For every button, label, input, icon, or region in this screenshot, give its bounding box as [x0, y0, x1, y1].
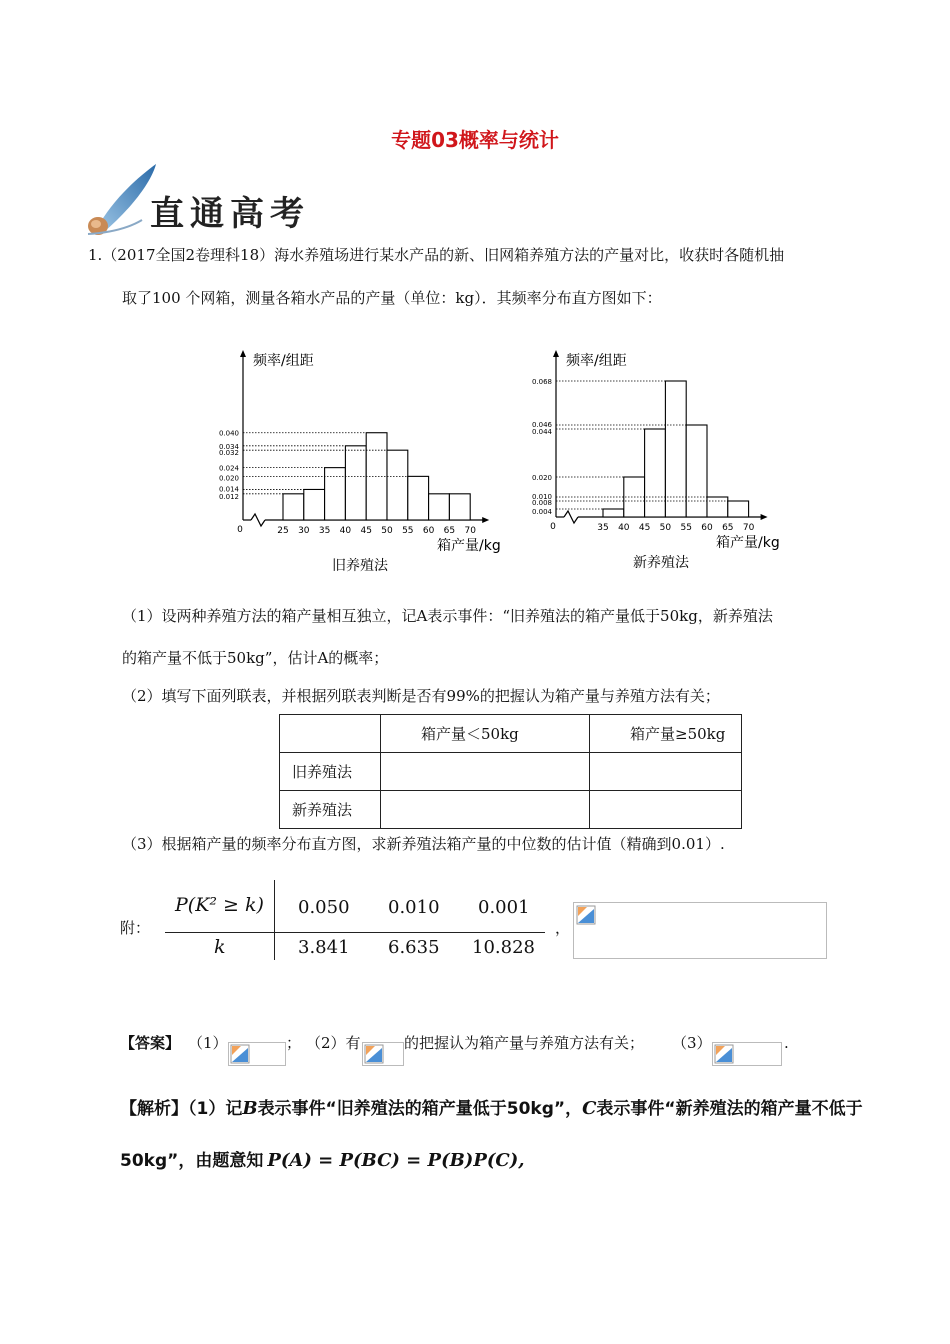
- x-axis-arrow: [761, 514, 768, 520]
- answer-end: .: [784, 1034, 789, 1052]
- table-cell: [381, 753, 590, 791]
- y-tick-label: 0.032: [218, 449, 239, 458]
- x-tick-label: 45: [360, 526, 372, 536]
- table-cell: [381, 791, 590, 829]
- histogram-bar: [283, 494, 304, 520]
- histogram-bar: [728, 501, 749, 517]
- table-cell: [280, 715, 381, 753]
- banner-text: 直通高考: [150, 194, 310, 234]
- x-tick-label: 30: [298, 526, 310, 536]
- axis-break: [564, 511, 578, 523]
- row-label: 旧养殖法: [280, 753, 381, 791]
- question-line-1: 1.（2017全国2卷理科18）海水养殖场进行某水产品的新、旧网箱养殖方法的产量对比，收获时各随机抽: [88, 246, 785, 264]
- event-c: C: [582, 1098, 597, 1119]
- part-3: （3）根据箱产量的频率分布直方图，求新养殖法箱产量的中位数的估计值（精确到0.01）.: [122, 835, 725, 853]
- broken-image-icon: [364, 1044, 384, 1064]
- histogram-bar: [408, 476, 429, 520]
- x-tick-label: 40: [618, 523, 630, 533]
- histogram-bar: [686, 425, 707, 517]
- x-tick-label: 35: [597, 523, 609, 533]
- part-2: （2）填写下面列联表，并根据列联表判断是否有99%的把握认为箱产量与养殖方法有关；: [122, 687, 720, 705]
- x-axis-arrow: [482, 517, 489, 523]
- x-axis-label: 箱产量/kg: [716, 535, 780, 551]
- histogram-bar: [603, 509, 624, 517]
- answer-3-image-placeholder: [712, 1042, 782, 1066]
- x-tick-label: 65: [722, 523, 734, 533]
- y-tick-label: 0.012: [218, 492, 239, 501]
- solution-text: （1）记: [188, 1099, 243, 1119]
- answer-sep: ；: [286, 1034, 302, 1052]
- event-b: B: [242, 1098, 258, 1119]
- comma: ，: [555, 919, 571, 937]
- table-cell: [590, 753, 742, 791]
- x-tick-label: 55: [402, 526, 414, 536]
- answer-part-3: （3）: [672, 1034, 712, 1052]
- histogram-bar: [645, 429, 666, 517]
- y-tick-label: 0.034: [218, 442, 239, 451]
- table-header: 箱产量＜50kg: [381, 715, 590, 753]
- appendix-value: 0.050: [298, 897, 350, 918]
- x-tick-label: 45: [638, 523, 651, 533]
- answer-part-1: （1）: [188, 1034, 228, 1052]
- histogram-bar: [304, 489, 325, 520]
- y-tick-label: 0.044: [531, 428, 552, 436]
- origin-label: 0: [550, 522, 556, 532]
- appendix-value: 3.841: [298, 937, 350, 958]
- x-tick-label: 70: [742, 523, 755, 533]
- part-1-line-2: 的箱产量不低于50kg”，估计A的概率；: [122, 649, 389, 667]
- histogram-bar: [345, 446, 366, 520]
- solution-value: 50kg: [120, 1151, 168, 1171]
- y-tick-label: 0.014: [218, 485, 239, 494]
- answer-2-image-placeholder: [362, 1042, 404, 1066]
- divider: [165, 932, 545, 933]
- solution-text: 表示事件“新养殖法的箱产量不低于: [596, 1099, 863, 1119]
- y-tick-label: 0.008: [531, 499, 552, 507]
- x-tick-label: 25: [277, 526, 289, 536]
- x-tick-label: 65: [443, 526, 456, 536]
- y-tick-label: 0.040: [218, 429, 239, 438]
- divider: [274, 880, 275, 960]
- solution-text: ”，由题意知: [167, 1151, 264, 1171]
- y-tick-label: 0.068: [531, 378, 552, 386]
- x-tick-label: 55: [680, 523, 692, 533]
- y-tick-label: 0.024: [218, 464, 239, 473]
- probability-header: P(K² ≥ k): [175, 894, 264, 916]
- histogram-bar: [429, 494, 450, 520]
- x-tick-label: 60: [701, 523, 713, 533]
- axis-break: [251, 514, 265, 526]
- appendix-value: 0.001: [478, 897, 530, 918]
- chart-title: 旧养殖法: [332, 558, 388, 574]
- x-tick-label: 70: [464, 526, 476, 536]
- formula-image-placeholder: [573, 902, 827, 959]
- x-axis-label: 箱产量/kg: [437, 538, 501, 554]
- histogram-bar: [387, 450, 408, 520]
- x-tick-label: 60: [422, 526, 435, 536]
- appendix-value: 0.010: [388, 897, 440, 918]
- solution-line-2: [120, 1146, 524, 1171]
- histogram-bar: [449, 494, 470, 520]
- table-row: [280, 715, 742, 753]
- table-header: 箱产量≥50kg: [590, 715, 742, 753]
- row-label: 新养殖法: [280, 791, 381, 829]
- answer-1-image-placeholder: [228, 1042, 286, 1066]
- k-header: k: [214, 936, 226, 958]
- y-axis-label: 频率/组距: [566, 353, 627, 369]
- histogram-new-method: [520, 345, 805, 580]
- solution-text: ”，: [553, 1099, 583, 1119]
- solution-line-1: [120, 1094, 863, 1119]
- y-axis-label: 频率/组距: [253, 353, 314, 369]
- page-title: 专题03概率与统计: [391, 128, 559, 152]
- histogram-bar: [707, 497, 728, 517]
- answer-part-2: （2）有: [306, 1034, 361, 1052]
- y-tick-label: 0.004: [531, 508, 552, 516]
- histogram-old-method: [205, 345, 525, 580]
- histogram-bar: [325, 468, 346, 520]
- y-axis-arrow: [240, 350, 246, 357]
- y-tick-label: 0.046: [531, 421, 552, 429]
- origin-label: 0: [237, 525, 243, 535]
- y-tick-label: 0.020: [531, 474, 552, 482]
- x-tick-label: 50: [381, 526, 393, 536]
- part-1-line-1: （1）设两种养殖方法的箱产量相互独立，记A表示事件：“旧养殖法的箱产量低于50kg，新养殖法: [122, 607, 773, 625]
- question-line-2: 取了100 个网箱，测量各箱水产品的产量（单位：kg）．其频率分布直方图如下：: [122, 289, 662, 307]
- solution-label: 【解析】: [120, 1099, 188, 1119]
- y-axis-arrow: [553, 350, 559, 357]
- solution-formula: P(A) = P(BC) = P(B)P(C),: [267, 1150, 525, 1171]
- answer-part-2-tail: 的把握认为箱产量与养殖方法有关；: [404, 1034, 645, 1052]
- appendix-label: 附：: [120, 919, 151, 937]
- contingency-table: [279, 714, 742, 829]
- appendix-value: 10.828: [472, 937, 535, 958]
- table-row: [280, 753, 742, 791]
- x-tick-label: 50: [659, 523, 672, 533]
- broken-image-icon: [230, 1044, 250, 1064]
- x-tick-label: 40: [339, 526, 352, 536]
- table-row: [280, 791, 742, 829]
- broken-image-icon: [576, 905, 596, 925]
- broken-image-icon: [714, 1044, 734, 1064]
- solution-value: 50kg: [506, 1099, 554, 1119]
- y-tick-label: 0.010: [531, 493, 552, 501]
- table-cell: [590, 791, 742, 829]
- solution-text: 表示事件“旧养殖法的箱产量低于: [257, 1099, 507, 1119]
- appendix-value: 6.635: [388, 937, 440, 958]
- answer-label: 【答案】: [120, 1034, 181, 1052]
- x-tick-label: 35: [318, 526, 331, 536]
- chart-title: 新养殖法: [633, 555, 689, 571]
- y-tick-label: 0.020: [218, 474, 239, 483]
